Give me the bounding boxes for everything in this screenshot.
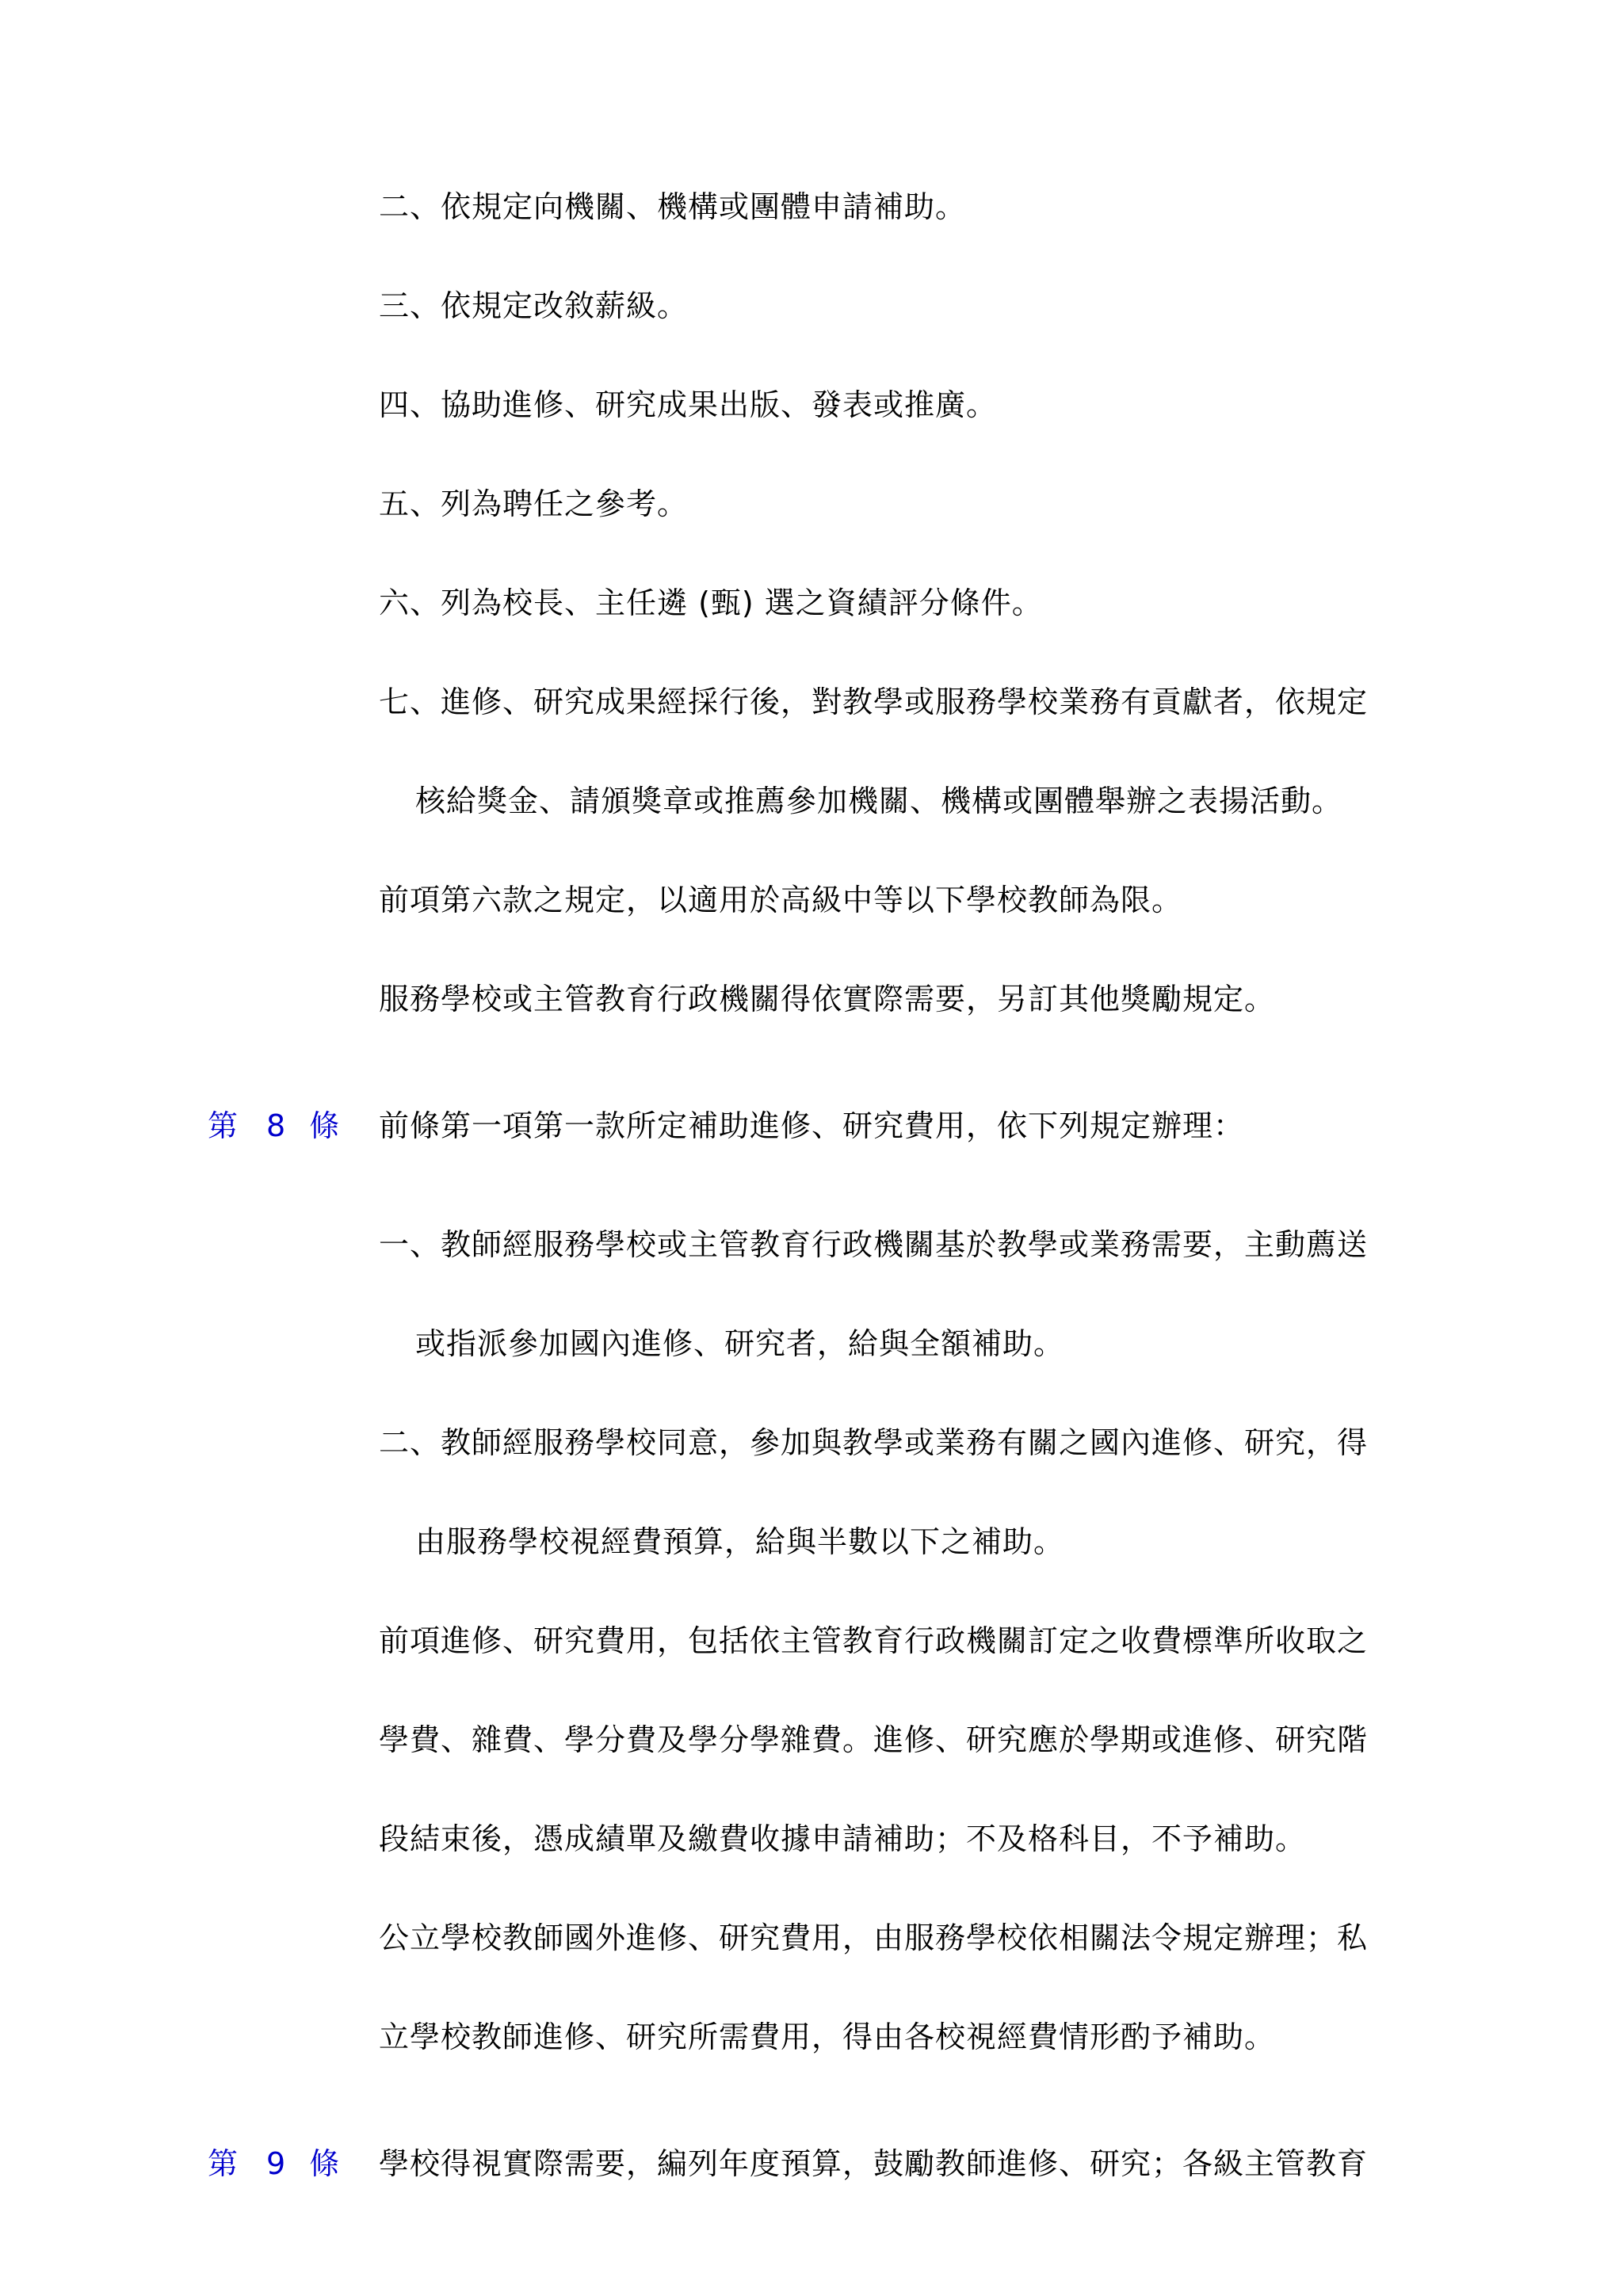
article8-paragraph-3-line-2: 立學校教師進修、研究所需費用，得由各校視經費情形酌予補助。 <box>379 2019 1276 2054</box>
article-8-prefix: 第 <box>208 1108 239 1143</box>
article8-paragraph-2-line-3: 段結束後，憑成績單及繳費收據申請補助；不及格科目，不予補助。 <box>379 1821 1307 1856</box>
article7-item-7: 七、進修、研究成果經採行後，對教學或服務學校業務有貢獻者，依規定 <box>379 685 1369 719</box>
article-8-link[interactable] <box>208 1106 339 1146</box>
article8-item-2-continued: 由服務學校視經費預算，給與半數以下之補助。 <box>415 1524 1065 1559</box>
article7-item-7-continued: 核給獎金、請頒獎章或推薦參加機關、機構或團體舉辦之表揚活動。 <box>415 784 1343 818</box>
article8-paragraph-3-line-1: 公立學校教師國外進修、研究費用，由服務學校依相關法令規定辦理；私 <box>379 1920 1369 1955</box>
article7-paragraph-2: 前項第六款之規定，以適用於高級中等以下學校教師為限。 <box>379 883 1183 917</box>
article-9-prefix: 第 <box>208 2146 239 2181</box>
article7-item-2: 二、依規定向機關、機構或團體申請補助。 <box>379 189 967 224</box>
article8-paragraph-2-line-2: 學費、雜費、學分費及學分學雜費。進修、研究應於學期或進修、研究階 <box>379 1722 1369 1757</box>
article8-item-2: 二、教師經服務學校同意，參加與教學或業務有關之國內進修、研究，得 <box>379 1425 1369 1460</box>
article-8-number: 8 <box>266 1108 286 1143</box>
article7-item-5: 五、列為聘任之參考。 <box>379 486 689 521</box>
article8-item-1-continued: 或指派參加國內進修、研究者，給與全額補助。 <box>415 1326 1065 1361</box>
article-8-suffix: 條 <box>309 1108 340 1143</box>
article-9-link[interactable] <box>208 2144 339 2183</box>
article8-paragraph-2-line-1: 前項進修、研究費用，包括依主管教育行政機關訂定之收費標準所收取之 <box>379 1623 1369 1658</box>
article7-paragraph-3: 服務學校或主管教育行政機關得依實際需要，另訂其他獎勵規定。 <box>379 982 1276 1016</box>
article7-item-6: 六、列為校長、主任遴 (甄) 選之資績評分條件。 <box>379 585 1043 620</box>
article8-item-1: 一、教師經服務學校或主管教育行政機關基於教學或業務需要，主動薦送 <box>379 1227 1369 1262</box>
article7-item-3: 三、依規定改敘薪級。 <box>379 288 689 323</box>
article9-intro: 學校得視實際需要，編列年度預算，鼓勵教師進修、研究；各級主管教育 <box>379 2146 1369 2181</box>
article8-intro: 前條第一項第一款所定補助進修、研究費用，依下列規定辦理： <box>379 1108 1245 1143</box>
article-9-suffix: 條 <box>309 2146 340 2181</box>
article7-item-4: 四、協助進修、研究成果出版、發表或推廣。 <box>379 387 998 422</box>
article-9-number: 9 <box>266 2146 286 2181</box>
